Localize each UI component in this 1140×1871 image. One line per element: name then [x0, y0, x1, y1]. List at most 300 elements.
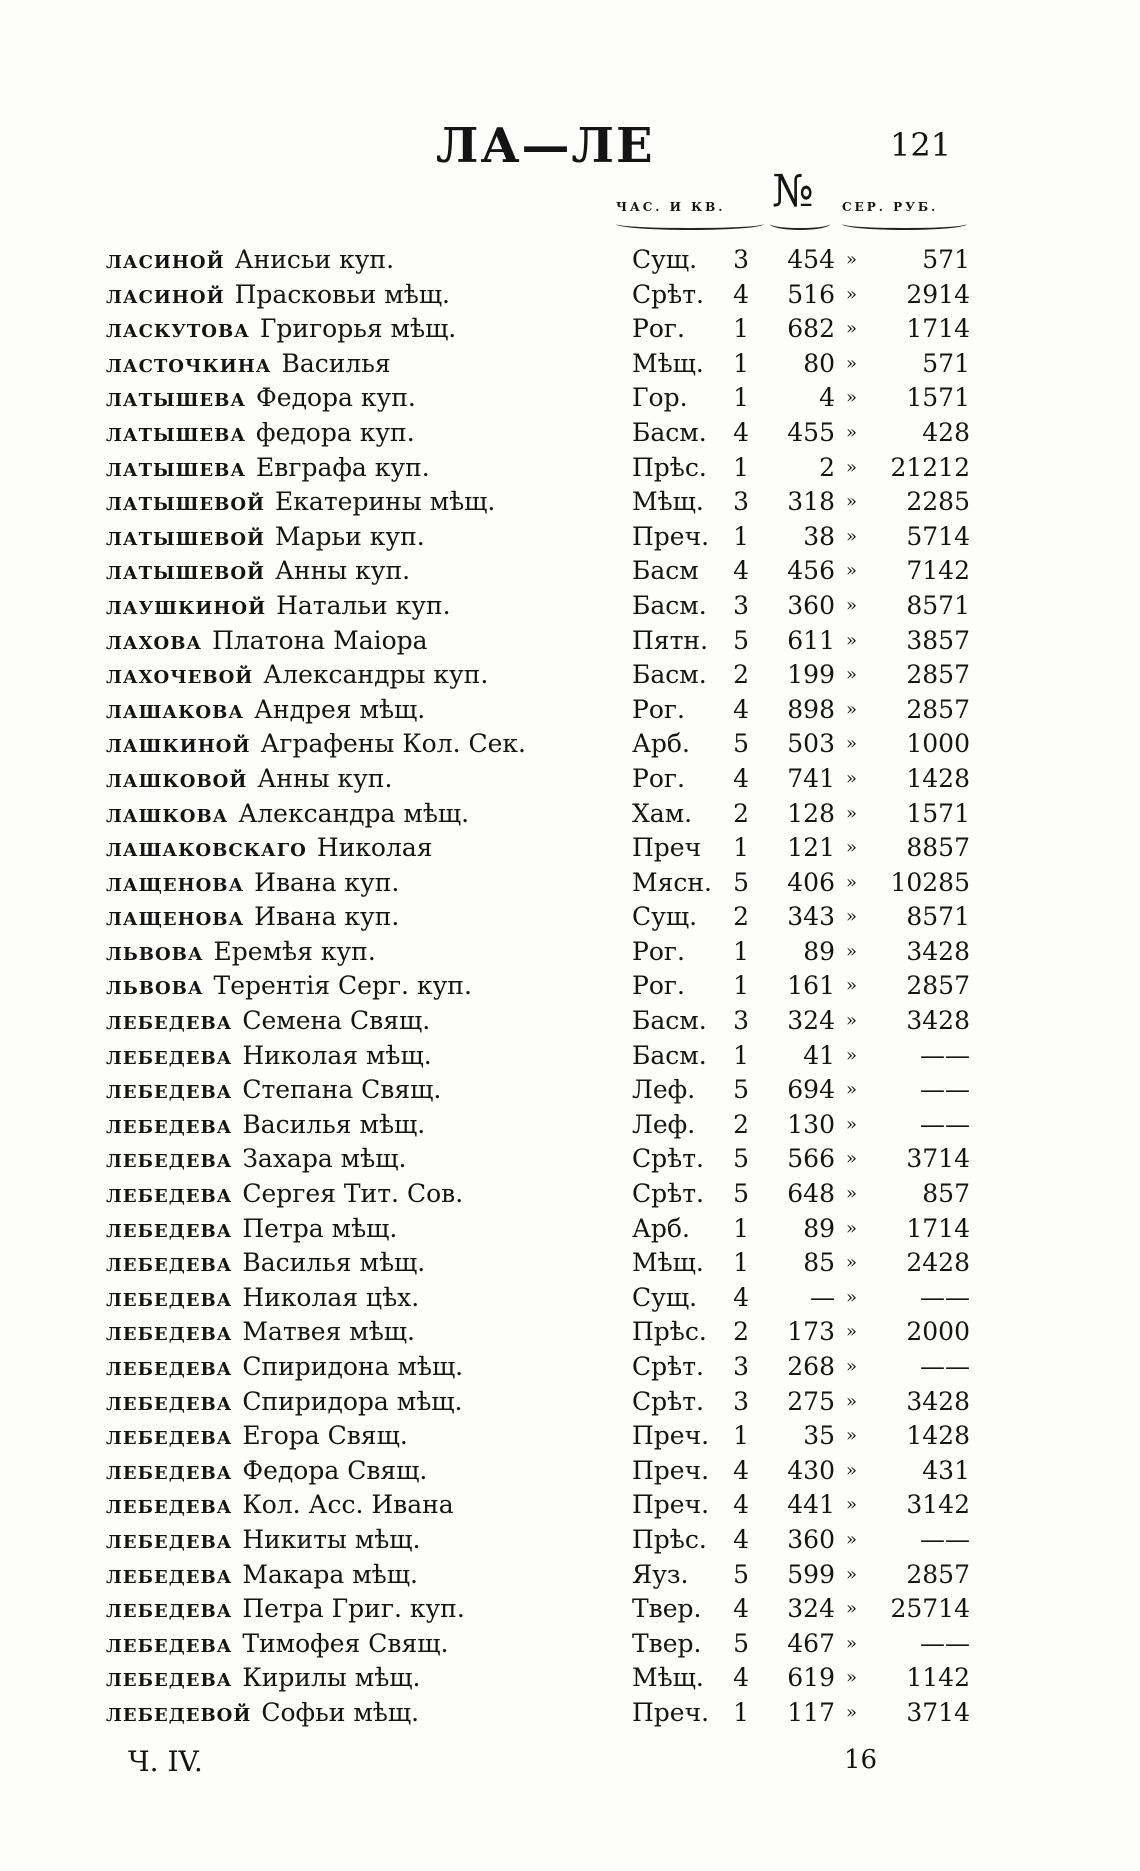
- entry-surname: лащенова: [106, 867, 245, 897]
- ditto-mark: »: [846, 594, 858, 616]
- entry-rubles: 8857: [906, 833, 970, 863]
- ditto-mark: »: [846, 1321, 858, 1343]
- ditto-mark: »: [846, 975, 858, 997]
- entry-part: Сущ.: [632, 245, 698, 274]
- entry-house-number: 360: [787, 590, 835, 620]
- ditto-mark: »: [846, 491, 858, 513]
- entry-rubles: 2857: [906, 694, 970, 724]
- ditto-mark: »: [846, 1632, 858, 1654]
- volume-mark: Ч. IV.: [128, 1745, 203, 1778]
- entry-house-number: 611: [787, 625, 835, 655]
- entry-surname: ласкутова: [106, 314, 250, 344]
- entry-quarter: 3: [733, 1386, 749, 1416]
- entry-house-number: 454: [787, 245, 835, 274]
- list-item: [0, 1073, 1140, 1108]
- entry-house-number: 455: [787, 417, 835, 447]
- entry-given-name: Василья: [281, 348, 391, 378]
- entry-rubles: ——: [920, 1524, 970, 1554]
- entry-house-number: 80: [803, 348, 835, 378]
- ditto-mark: »: [846, 1356, 858, 1377]
- entry-name: [106, 624, 428, 659]
- entry-given-name: Спиридора мѣщ.: [242, 1386, 463, 1416]
- ditto-mark: »: [846, 1701, 858, 1723]
- entry-quarter: 4: [733, 763, 749, 793]
- entry-part: Басм.: [632, 660, 707, 690]
- entry-given-name: Тимофея Свящ.: [242, 1628, 449, 1658]
- ditto-mark: »: [846, 871, 858, 893]
- entry-quarter: 5: [733, 625, 749, 655]
- entry-rubles: 1714: [906, 314, 970, 344]
- entry-rubles: 2285: [906, 487, 970, 517]
- entry-part: Яуз.: [632, 1559, 689, 1589]
- list-item: [0, 866, 1140, 901]
- entry-house-number: 275: [787, 1386, 835, 1416]
- entry-quarter: 1: [733, 971, 749, 1001]
- entry-name: [106, 1661, 420, 1696]
- entry-house-number: 456: [787, 556, 835, 586]
- list-item: [0, 381, 1140, 416]
- entry-given-name: Александра мѣщ.: [238, 798, 470, 828]
- entry-given-name: Прасковьи мѣщ.: [234, 279, 451, 309]
- entry-house-number: 599: [787, 1559, 835, 1589]
- entry-part: Рог.: [632, 971, 685, 1001]
- list-item: [0, 935, 1140, 970]
- entry-rubles: 3428: [906, 1386, 970, 1416]
- entry-house-number: 343: [787, 902, 835, 932]
- ditto-mark: »: [846, 456, 858, 478]
- entry-given-name: Софьи мѣщ.: [261, 1697, 420, 1727]
- entry-given-name: Макара мѣщ.: [242, 1559, 418, 1589]
- list-item: [0, 1419, 1140, 1454]
- entry-part: Сущ.: [632, 1282, 698, 1312]
- list-item: [0, 900, 1140, 935]
- entry-name: [106, 381, 416, 416]
- entry-surname: лебедева: [106, 1075, 233, 1105]
- ditto-mark: »: [846, 352, 858, 374]
- entry-rubles: 2914: [906, 279, 970, 309]
- entry-surname: лебедева: [106, 1317, 233, 1347]
- list-item: [0, 1385, 1140, 1420]
- entry-rubles: 2857: [906, 660, 970, 690]
- entry-quarter: 5: [733, 1144, 749, 1174]
- entry-rubles: 3428: [906, 1006, 970, 1036]
- entry-house-number: 318: [787, 487, 835, 517]
- entry-rubles: 3142: [906, 1490, 970, 1520]
- ditto-mark: »: [846, 1563, 858, 1585]
- entry-given-name: Василья мѣщ.: [242, 1248, 426, 1278]
- entry-part: Прѣс.: [632, 452, 707, 482]
- ditto-mark: »: [846, 1528, 858, 1550]
- running-title: ЛА—ЛЕ: [436, 118, 655, 174]
- entry-house-number: 128: [787, 798, 835, 828]
- ditto-mark: »: [846, 1113, 858, 1135]
- list-item: [0, 658, 1140, 693]
- entry-rubles: 8571: [906, 902, 970, 932]
- entry-part: Басм.: [632, 1040, 707, 1070]
- entry-rubles: 571: [922, 245, 970, 274]
- entry-house-number: 441: [787, 1490, 835, 1520]
- entry-house-number: —: [810, 1282, 835, 1312]
- entry-given-name: Ивана куп.: [254, 902, 400, 932]
- entry-quarter: 5: [733, 729, 749, 759]
- entry-rubles: 2000: [906, 1317, 970, 1347]
- list-item: [0, 1523, 1140, 1558]
- entry-given-name: Андрея мѣщ.: [254, 694, 426, 724]
- entry-quarter: 5: [733, 1628, 749, 1658]
- entry-house-number: 161: [787, 971, 835, 1001]
- entry-rubles: 3714: [906, 1144, 970, 1174]
- entry-name: [106, 762, 392, 797]
- entry-name: [106, 866, 399, 901]
- entry-rubles: 2428: [906, 1248, 970, 1278]
- entry-name: [106, 1419, 408, 1454]
- ditto-mark: »: [846, 1390, 858, 1412]
- entry-part: Пятн.: [632, 625, 709, 655]
- entry-quarter: 4: [733, 1524, 749, 1554]
- entry-part: Леф.: [632, 1075, 696, 1105]
- entry-name: [106, 1523, 420, 1558]
- entry-surname: лашакова: [106, 694, 244, 724]
- entry-name: [106, 312, 456, 347]
- entry-rubles: 10285: [890, 867, 970, 897]
- entry-quarter: 1: [733, 833, 749, 863]
- entry-given-name: Кол. Асс. Ивана: [242, 1490, 454, 1520]
- entry-quarter: 3: [733, 1352, 749, 1381]
- entry-surname: лашаковскаго: [106, 833, 307, 863]
- ditto-mark: »: [846, 837, 858, 859]
- entry-given-name: Анны куп.: [257, 763, 393, 793]
- list-item: [0, 693, 1140, 728]
- entry-rubles: 8571: [906, 590, 970, 620]
- entry-rubles: 3857: [906, 625, 970, 655]
- entry-surname: ласиной: [106, 279, 225, 309]
- entry-surname: лебедева: [106, 1040, 233, 1070]
- entry-name: [106, 589, 451, 624]
- entry-house-number: 619: [787, 1663, 835, 1693]
- entry-part: Мѣщ.: [632, 348, 704, 378]
- entry-rubles: ——: [920, 1352, 970, 1381]
- list-item: [0, 624, 1140, 659]
- entry-given-name: Еремѣя куп.: [213, 936, 376, 966]
- ditto-mark: »: [846, 1148, 858, 1170]
- entry-part: Рог.: [632, 763, 685, 793]
- entry-surname: лебедева: [106, 1663, 233, 1693]
- list-item: [0, 1315, 1140, 1350]
- entry-part: Басм.: [632, 417, 707, 447]
- entry-rubles: 5714: [906, 521, 970, 551]
- entry-quarter: 1: [733, 936, 749, 966]
- entry-surname: лебедева: [106, 1524, 233, 1554]
- entry-part: Твер.: [632, 1628, 702, 1658]
- entry-name: [106, 969, 472, 1004]
- entry-part: Сущ.: [632, 902, 698, 932]
- list-item: [0, 554, 1140, 589]
- entry-quarter: 5: [733, 1559, 749, 1589]
- entry-part: Прѣс.: [632, 1524, 707, 1554]
- entry-name: [106, 278, 450, 313]
- ditto-mark: »: [846, 283, 858, 305]
- column-header-rubles: СЕР. РУБ.: [842, 200, 939, 214]
- entry-name: [106, 243, 394, 278]
- entry-surname: лебедевой: [106, 1697, 252, 1727]
- entry-rubles: 431: [922, 1455, 970, 1485]
- entry-house-number: 467: [787, 1628, 835, 1658]
- ditto-mark: »: [846, 906, 858, 928]
- entry-name: [106, 1039, 432, 1074]
- entry-given-name: Евграфа куп.: [256, 452, 430, 482]
- entry-given-name: Екатерины мѣщ.: [275, 487, 496, 517]
- entry-rubles: 1714: [906, 1213, 970, 1243]
- brace-number: [770, 218, 830, 230]
- brace-rubles: [842, 218, 967, 230]
- entry-name: [106, 1004, 430, 1039]
- entry-given-name: Федора Свящ.: [242, 1455, 428, 1485]
- list-item: [0, 1246, 1140, 1281]
- entry-name: [106, 831, 433, 866]
- entry-surname: лебедева: [106, 1594, 233, 1624]
- list-item: [0, 1488, 1140, 1523]
- entry-name: [106, 1142, 406, 1177]
- entry-part: Мѣщ.: [632, 1248, 704, 1278]
- entry-name: [106, 1177, 463, 1212]
- ditto-mark: »: [846, 1598, 858, 1620]
- entry-part: Срѣт.: [632, 279, 704, 309]
- list-item: [0, 1108, 1140, 1143]
- entry-surname: лебедева: [106, 1248, 233, 1278]
- entry-surname: лебедева: [106, 1490, 233, 1520]
- entry-part: Срѣт.: [632, 1144, 704, 1174]
- ditto-mark: »: [846, 629, 858, 651]
- list-item: [0, 727, 1140, 762]
- entry-house-number: 516: [787, 279, 835, 309]
- list-item: [0, 1661, 1140, 1696]
- list-item: [0, 1142, 1140, 1177]
- entry-quarter: 1: [733, 348, 749, 378]
- entry-part: Мѣщ.: [632, 1663, 704, 1693]
- list-item: [0, 1177, 1140, 1212]
- ditto-mark: »: [846, 1494, 858, 1516]
- entry-surname: лащенова: [106, 902, 245, 932]
- entry-part: Мѣщ.: [632, 487, 704, 517]
- list-item: [0, 1592, 1140, 1627]
- entry-rubles: 3714: [906, 1697, 970, 1727]
- ditto-mark: »: [846, 249, 858, 270]
- entry-part: Рог.: [632, 314, 685, 344]
- entry-given-name: Егора Свящ.: [242, 1421, 408, 1451]
- entry-surname: лашковой: [106, 763, 248, 793]
- ditto-mark: »: [846, 802, 858, 824]
- entry-name: [106, 693, 425, 728]
- page-number: 121: [890, 126, 952, 164]
- entry-surname: лебедева: [106, 1179, 233, 1209]
- entry-quarter: 5: [733, 1075, 749, 1105]
- entry-name: [106, 1488, 454, 1523]
- entry-given-name: Семена Свящ.: [242, 1006, 431, 1036]
- entry-rubles: ——: [920, 1040, 970, 1070]
- list-item: [0, 1627, 1140, 1662]
- entry-house-number: 503: [787, 729, 835, 759]
- entry-given-name: Никиты мѣщ.: [242, 1524, 421, 1554]
- entry-given-name: Сергея Тит. Сов.: [242, 1179, 464, 1209]
- entry-rubles: 25714: [890, 1594, 970, 1624]
- entry-part: Преч.: [632, 1421, 710, 1451]
- entry-given-name: Кирилы мѣщ.: [242, 1663, 421, 1693]
- entry-surname: лебедева: [106, 1559, 233, 1589]
- entry-rubles: 1142: [906, 1663, 970, 1693]
- entry-rubles: ——: [920, 1075, 970, 1105]
- entry-rubles: 2857: [906, 971, 970, 1001]
- entry-given-name: Захара мѣщ.: [242, 1144, 407, 1174]
- list-item: [0, 243, 1140, 278]
- entry-part: Басм.: [632, 1006, 707, 1036]
- ditto-mark: »: [846, 421, 858, 443]
- entry-quarter: 5: [733, 867, 749, 897]
- list-item: [0, 1281, 1140, 1316]
- entry-given-name: Терентія Серг. куп.: [213, 971, 472, 1001]
- entry-quarter: 2: [733, 902, 749, 932]
- entry-quarter: 4: [733, 1594, 749, 1624]
- entry-name: [106, 900, 399, 935]
- entry-house-number: 4: [819, 383, 835, 413]
- entry-surname: львова: [106, 936, 204, 966]
- entry-quarter: 4: [733, 1455, 749, 1485]
- entry-rubles: 1571: [906, 383, 970, 413]
- entry-quarter: 4: [733, 1663, 749, 1693]
- column-header-number: №: [772, 166, 814, 217]
- entry-surname: львова: [106, 971, 204, 1001]
- entry-quarter: 4: [733, 556, 749, 586]
- list-item: [0, 1696, 1140, 1731]
- list-item: [0, 1350, 1140, 1385]
- entry-house-number: 35: [803, 1421, 835, 1451]
- entry-name: [106, 1108, 425, 1143]
- entry-part: Гор.: [632, 383, 688, 413]
- entry-given-name: Платона Маіора: [212, 625, 428, 655]
- entry-name: [106, 1696, 419, 1731]
- entry-rubles: 1428: [906, 763, 970, 793]
- entry-name: [106, 1246, 425, 1281]
- register-list: [0, 243, 1140, 1731]
- entry-house-number: 741: [787, 763, 835, 793]
- entry-surname: латышева: [106, 417, 247, 447]
- ditto-mark: »: [846, 664, 858, 686]
- entry-part: Рог.: [632, 694, 685, 724]
- list-item: [0, 831, 1140, 866]
- entry-name: [106, 451, 430, 486]
- entry-name: [106, 416, 415, 451]
- entry-house-number: 682: [787, 314, 835, 344]
- ditto-mark: »: [846, 1252, 858, 1274]
- entry-part: Мясн.: [632, 867, 712, 897]
- entry-surname: лашкиной: [106, 729, 251, 759]
- entry-house-number: 89: [803, 936, 835, 966]
- entry-rubles: ——: [920, 1628, 970, 1658]
- entry-house-number: 85: [803, 1248, 835, 1278]
- column-headers: [0, 160, 1140, 230]
- entry-given-name: Натальи куп.: [276, 590, 451, 620]
- entry-house-number: 360: [787, 1524, 835, 1554]
- list-item: [0, 278, 1140, 313]
- entry-quarter: 1: [733, 1421, 749, 1451]
- entry-house-number: 173: [787, 1317, 835, 1347]
- entry-name: [106, 1212, 397, 1247]
- ditto-mark: »: [846, 1459, 858, 1481]
- entry-rubles: 2857: [906, 1559, 970, 1589]
- entry-name: [106, 1281, 419, 1316]
- list-item: [0, 1212, 1140, 1247]
- entry-given-name: Николая мѣщ.: [242, 1040, 432, 1070]
- entry-surname: лаушкиной: [106, 590, 267, 620]
- entry-part: Рог.: [632, 936, 685, 966]
- list-item: [0, 347, 1140, 382]
- entry-surname: латышевой: [106, 556, 266, 586]
- entry-part: Твер.: [632, 1594, 702, 1624]
- entry-rubles: ——: [920, 1109, 970, 1139]
- entry-quarter: 2: [733, 1109, 749, 1139]
- entry-rubles: 857: [922, 1179, 970, 1209]
- entry-part: Срѣт.: [632, 1386, 704, 1416]
- entry-quarter: 1: [733, 452, 749, 482]
- ditto-mark: »: [846, 560, 858, 582]
- ditto-mark: »: [846, 1667, 858, 1689]
- entry-house-number: 648: [787, 1179, 835, 1209]
- entry-surname: лахова: [106, 625, 203, 655]
- list-item: [0, 762, 1140, 797]
- entry-quarter: 3: [733, 1006, 749, 1036]
- list-item: [0, 1558, 1140, 1593]
- entry-house-number: 130: [787, 1109, 835, 1139]
- entry-surname: ласточкина: [106, 348, 272, 378]
- entry-house-number: 268: [787, 1352, 835, 1381]
- entry-rubles: 428: [922, 417, 970, 447]
- ditto-mark: »: [846, 1217, 858, 1239]
- entry-quarter: 3: [733, 590, 749, 620]
- entry-house-number: 121: [787, 833, 835, 863]
- entry-part: Преч: [632, 833, 702, 863]
- entry-quarter: 3: [733, 245, 749, 274]
- entry-quarter: 4: [733, 1282, 749, 1312]
- entry-part: Преч.: [632, 521, 710, 551]
- entry-name: [106, 1385, 462, 1420]
- entry-name: [106, 1627, 448, 1662]
- entry-surname: латышевой: [106, 487, 266, 517]
- entry-given-name: Марьи куп.: [275, 521, 425, 551]
- ditto-mark: »: [846, 940, 858, 962]
- ditto-mark: »: [846, 318, 858, 340]
- entry-surname: лебедева: [106, 1144, 233, 1174]
- entry-name: [106, 554, 410, 589]
- entry-given-name: Аграфены Кол. Сек.: [260, 729, 526, 759]
- entry-quarter: 1: [733, 1248, 749, 1278]
- entry-house-number: 117: [787, 1697, 835, 1727]
- entry-quarter: 1: [733, 521, 749, 551]
- entry-rubles: ——: [920, 1282, 970, 1312]
- brace-part: [616, 218, 764, 230]
- entry-quarter: 3: [733, 487, 749, 517]
- entry-quarter: 2: [733, 798, 749, 828]
- entry-given-name: Матвея мѣщ.: [242, 1317, 415, 1347]
- entry-name: [106, 520, 425, 555]
- entry-part: Прѣс.: [632, 1317, 707, 1347]
- ditto-mark: »: [846, 387, 858, 409]
- entry-quarter: 1: [733, 1697, 749, 1727]
- entry-part: Леф.: [632, 1109, 696, 1139]
- entry-part: Преч.: [632, 1697, 710, 1727]
- entry-quarter: 5: [733, 1179, 749, 1209]
- entry-name: [106, 1350, 463, 1385]
- entry-surname: ласиной: [106, 245, 225, 274]
- entry-given-name: Степана Свящ.: [242, 1075, 442, 1105]
